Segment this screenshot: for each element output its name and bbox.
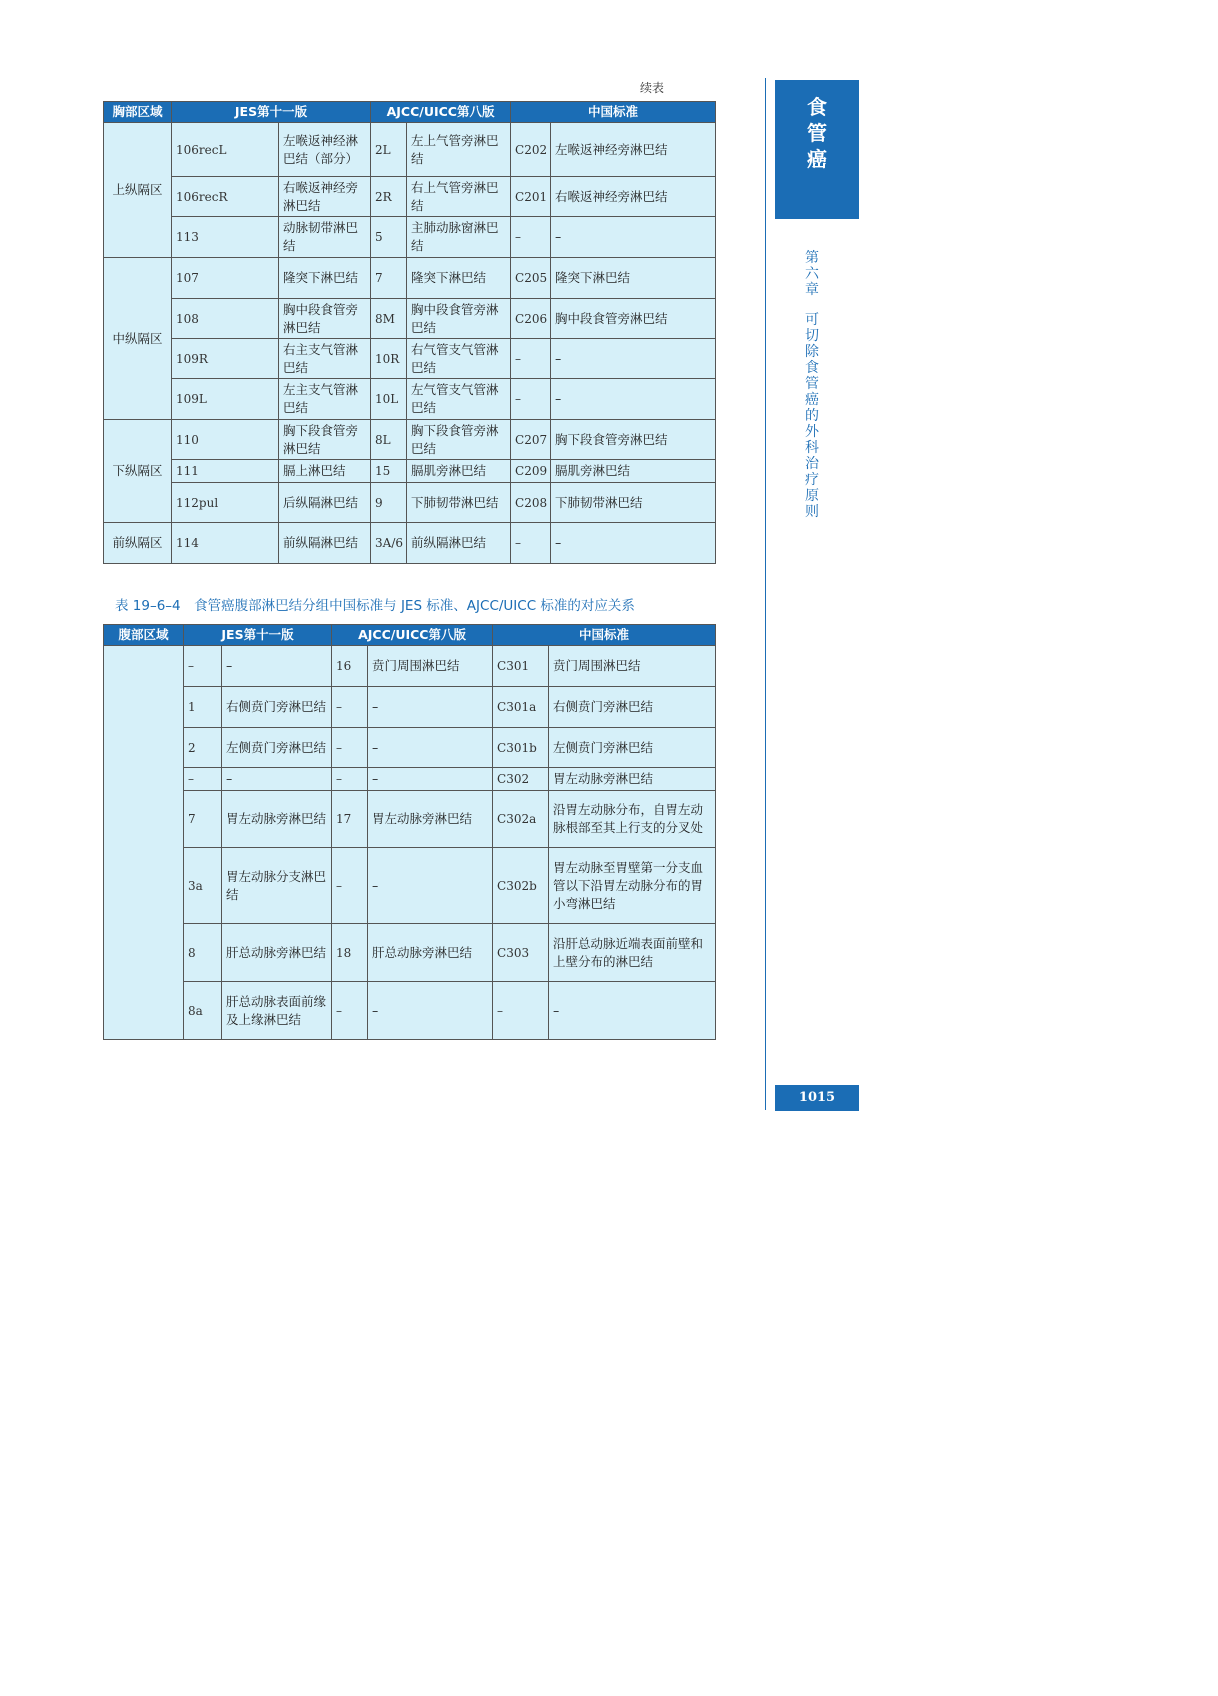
china-name: – [551,339,716,379]
jes-name: 膈上淋巴结 [279,460,371,483]
ajcc-name: 肝总动脉旁淋巴结 [368,924,493,982]
header-ajcc: AJCC/UICC第八版 [332,625,493,646]
ajcc-name: 右上气管旁淋巴结 [407,177,511,217]
china-name: – [551,217,716,258]
china-code: – [511,379,551,420]
table-row [104,217,716,258]
china-name: 胃左动脉旁淋巴结 [549,768,716,791]
table-row [104,177,716,217]
ajcc-code: 9 [371,483,407,523]
ajcc-code: 17 [332,791,368,848]
table-row [104,768,716,791]
ajcc-name: 下肺韧带淋巴结 [407,483,511,523]
jes-name: 隆突下淋巴结 [279,258,371,299]
china-code: C302b [493,848,549,924]
china-code: – [511,523,551,564]
china-name: 左喉返神经旁淋巴结 [551,123,716,177]
table-caption: 表 19–6–4 食管癌腹部淋巴结分组中国标准与 JES 标准、AJCC/UICC 标准的对应关系 [115,598,635,614]
ajcc-code: – [332,982,368,1040]
margin-rule [765,78,766,1110]
chapter-title-char: 外 [805,424,819,440]
jes-code: 109R [172,339,279,379]
ajcc-name: – [368,848,493,924]
china-code: C209 [511,460,551,483]
jes-name: 肝总动脉旁淋巴结 [222,924,332,982]
china-name: – [551,379,716,420]
section-tab [775,80,859,219]
china-code: C206 [511,299,551,339]
jes-name: – [222,768,332,791]
ajcc-code: 8M [371,299,407,339]
china-code: C207 [511,420,551,460]
ajcc-name: 胃左动脉旁淋巴结 [368,791,493,848]
jes-code: 8a [184,982,222,1040]
table-row [104,791,716,848]
region-cell: 前纵隔区 [104,523,172,564]
jes-name: 前纵隔淋巴结 [279,523,371,564]
china-name: 胸下段食管旁淋巴结 [551,420,716,460]
region-cell [104,646,184,1040]
china-code: C208 [511,483,551,523]
ajcc-name: – [368,982,493,1040]
jes-code: 8 [184,924,222,982]
chapter-title-char: 切 [805,328,819,344]
table-row [104,299,716,339]
ajcc-name: – [368,728,493,768]
chapter-title-char: 食 [805,360,819,376]
china-code: C301 [493,646,549,687]
china-name: 沿胃左动脉分布，自胃左动脉根部至其上行支的分叉处 [549,791,716,848]
chapter-title [800,250,824,520]
jes-name: 动脉韧带淋巴结 [279,217,371,258]
ajcc-name: 主肺动脉窗淋巴结 [407,217,511,258]
page-number: 1015 [775,1085,859,1111]
china-code: C202 [511,123,551,177]
jes-name: – [222,646,332,687]
chapter-title-char: 六 [805,266,819,282]
china-name: 左侧贲门旁淋巴结 [549,728,716,768]
chapter-title-char: 则 [805,504,819,520]
china-name: 沿肝总动脉近端表面前壁和上壁分布的淋巴结 [549,924,716,982]
china-name: 下肺韧带淋巴结 [551,483,716,523]
jes-code: 106recL [172,123,279,177]
table-row [104,483,716,523]
jes-name: 右喉返神经旁淋巴结 [279,177,371,217]
ajcc-code: 16 [332,646,368,687]
chapter-title-char: 癌 [805,392,819,408]
jes-name: 胸下段食管旁淋巴结 [279,420,371,460]
china-code: C302a [493,791,549,848]
china-code: C302 [493,768,549,791]
china-code: C201 [511,177,551,217]
section-tab-char: 食 [807,95,827,119]
table-row [104,728,716,768]
jes-name: 肝总动脉表面前缘及上缘淋巴结 [222,982,332,1040]
jes-name: 左喉返神经淋巴结（部分） [279,123,371,177]
jes-code: 7 [184,791,222,848]
chapter-title-char: 疗 [805,472,819,488]
china-name: – [551,523,716,564]
ajcc-name: 胸中段食管旁淋巴结 [407,299,511,339]
jes-name: 胃左动脉分支淋巴结 [222,848,332,924]
ajcc-name: 胸下段食管旁淋巴结 [407,420,511,460]
chapter-title-char: 科 [805,440,819,456]
table-row [104,339,716,379]
ajcc-code: – [332,728,368,768]
jes-code: 1 [184,687,222,728]
ajcc-name: 前纵隔淋巴结 [407,523,511,564]
ajcc-code: 10R [371,339,407,379]
thoracic-lymph-node-table [103,101,716,564]
ajcc-code: – [332,768,368,791]
ajcc-code: 2L [371,123,407,177]
jes-name: 右主支气管淋巴结 [279,339,371,379]
china-name: 贲门周围淋巴结 [549,646,716,687]
table-row [104,420,716,460]
region-cell: 中纵隔区 [104,258,172,420]
ajcc-name: 隆突下淋巴结 [407,258,511,299]
table-row [104,123,716,177]
ajcc-code: 15 [371,460,407,483]
jes-code: 114 [172,523,279,564]
china-code: C205 [511,258,551,299]
ajcc-code: 3A/6 [371,523,407,564]
header-jes: JES第十一版 [184,625,332,646]
chapter-title-char: 章 [805,282,819,298]
chapter-title-char: 第 [805,250,819,266]
jes-code: 107 [172,258,279,299]
continued-label: 续表 [640,81,665,95]
ajcc-code: – [332,848,368,924]
chapter-title-char: 治 [805,456,819,472]
chapter-title-char: 管 [805,376,819,392]
china-name: 隆突下淋巴结 [551,258,716,299]
table-row [104,646,716,687]
jes-code: 108 [172,299,279,339]
china-code: – [511,217,551,258]
table-row [104,523,716,564]
header-china: 中国标准 [511,102,716,123]
header-region: 腹部区域 [104,625,184,646]
chapter-title-char [800,298,824,312]
china-code: – [493,982,549,1040]
chapter-title-char: 除 [805,344,819,360]
jes-code: 3a [184,848,222,924]
ajcc-code: 10L [371,379,407,420]
china-name: 右喉返神经旁淋巴结 [551,177,716,217]
table-row [104,982,716,1040]
table-row [104,848,716,924]
jes-name: 左主支气管淋巴结 [279,379,371,420]
ajcc-name: – [368,687,493,728]
china-name: 右侧贲门旁淋巴结 [549,687,716,728]
jes-code: 110 [172,420,279,460]
china-name: 膈肌旁淋巴结 [551,460,716,483]
ajcc-code: – [332,687,368,728]
table-row [104,258,716,299]
jes-code: 113 [172,217,279,258]
header-ajcc: AJCC/UICC第八版 [371,102,511,123]
china-code: C303 [493,924,549,982]
jes-name: 后纵隔淋巴结 [279,483,371,523]
ajcc-name: 左气管支气管淋巴结 [407,379,511,420]
table-row [104,460,716,483]
jes-code: 112pul [172,483,279,523]
table-row [104,687,716,728]
table-row [104,924,716,982]
ajcc-code: 5 [371,217,407,258]
jes-code: 106recR [172,177,279,217]
jes-code: – [184,768,222,791]
china-name: 胸中段食管旁淋巴结 [551,299,716,339]
chapter-title-char: 原 [805,488,819,504]
jes-name: 左侧贲门旁淋巴结 [222,728,332,768]
jes-code: 2 [184,728,222,768]
ajcc-code: 18 [332,924,368,982]
chapter-title-char: 的 [805,408,819,424]
ajcc-name: 右气管支气管淋巴结 [407,339,511,379]
chapter-title-char: 可 [805,312,819,328]
china-code: C301a [493,687,549,728]
region-cell: 下纵隔区 [104,420,172,523]
section-tab-char: 癌 [807,147,827,171]
china-name: 胃左动脉至胃壁第一分支血管以下沿胃左动脉分布的胃小弯淋巴结 [549,848,716,924]
jes-name: 右侧贲门旁淋巴结 [222,687,332,728]
region-cell: 上纵隔区 [104,123,172,258]
section-tab-char: 管 [807,121,827,145]
header-region: 胸部区域 [104,102,172,123]
jes-code: – [184,646,222,687]
china-code: – [511,339,551,379]
ajcc-code: 7 [371,258,407,299]
jes-name: 胃左动脉旁淋巴结 [222,791,332,848]
jes-code: 109L [172,379,279,420]
ajcc-code: 2R [371,177,407,217]
header-jes: JES第十一版 [172,102,371,123]
ajcc-name: – [368,768,493,791]
china-name: – [549,982,716,1040]
jes-name: 胸中段食管旁淋巴结 [279,299,371,339]
abdominal-lymph-node-table [103,624,716,1040]
header-china: 中国标准 [493,625,716,646]
ajcc-name: 贲门周围淋巴结 [368,646,493,687]
ajcc-name: 左上气管旁淋巴结 [407,123,511,177]
jes-code: 111 [172,460,279,483]
ajcc-code: 8L [371,420,407,460]
table-row [104,379,716,420]
ajcc-name: 膈肌旁淋巴结 [407,460,511,483]
china-code: C301b [493,728,549,768]
